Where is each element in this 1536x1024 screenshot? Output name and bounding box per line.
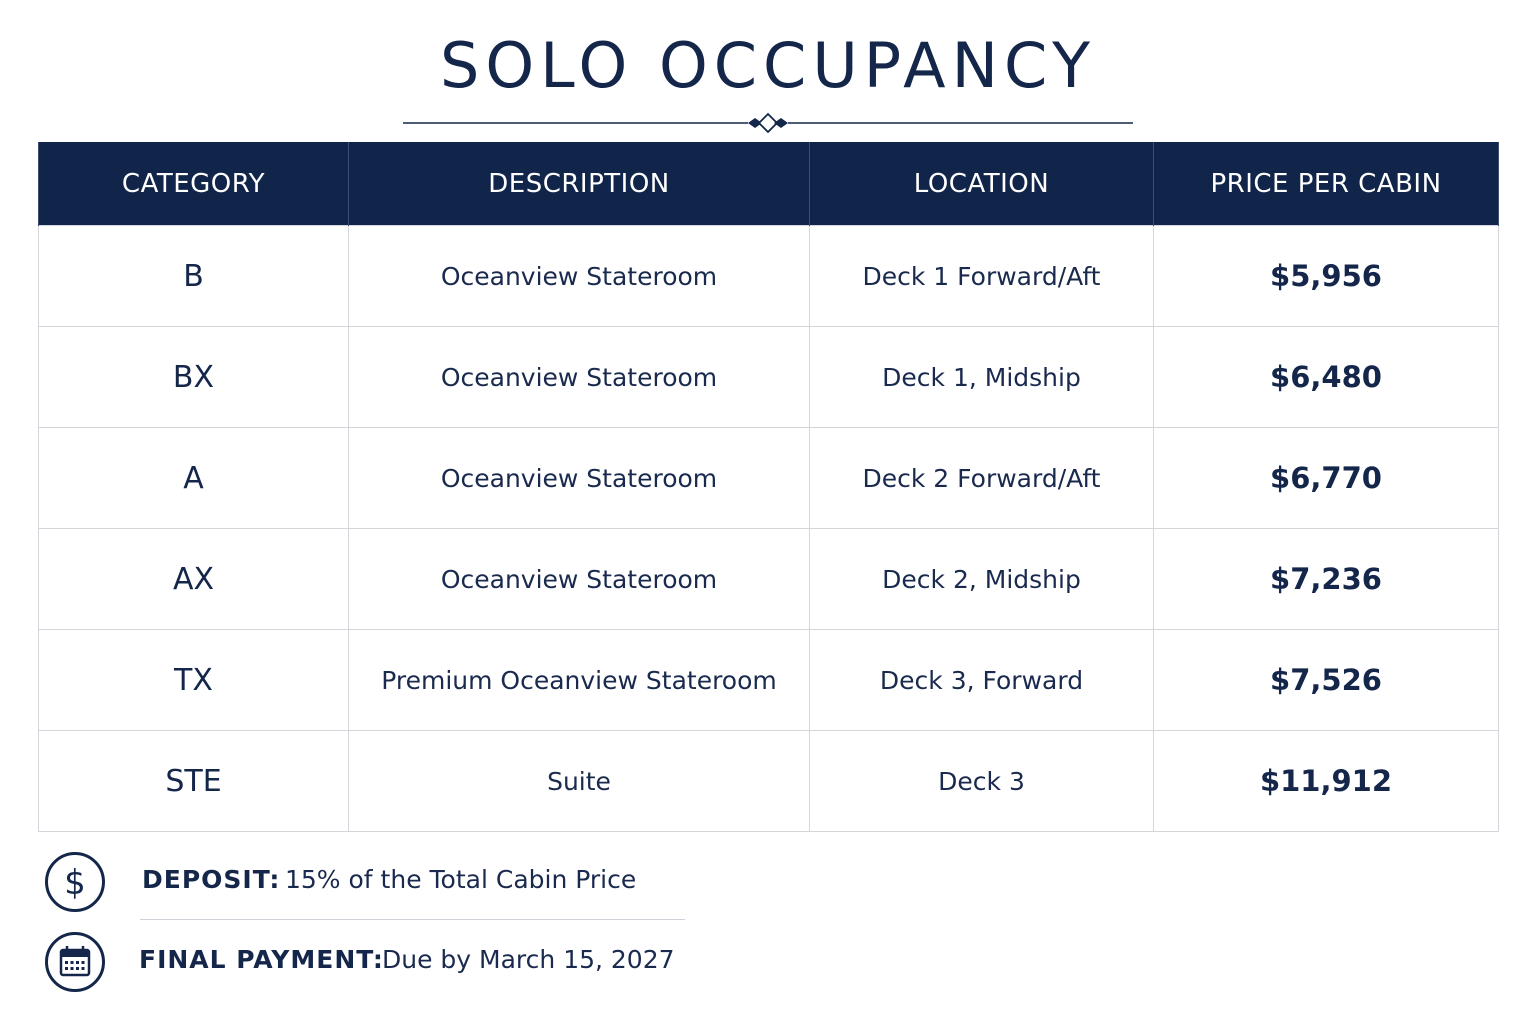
final-payment-info <box>44 931 744 993</box>
info-divider <box>140 919 685 920</box>
table-row <box>39 226 1499 327</box>
deposit-info <box>44 851 744 913</box>
price-cell: $6,480 <box>1154 327 1499 428</box>
table-row <box>39 428 1499 529</box>
header-price: PRICE PER CABIN <box>1154 142 1499 226</box>
table-row <box>39 529 1499 630</box>
svg-text:$: $ <box>64 863 86 903</box>
location-cell: Deck 2 Forward/Aft <box>810 428 1154 529</box>
header-location: LOCATION <box>810 142 1154 226</box>
header-category: CATEGORY <box>39 142 349 226</box>
category-cell: A <box>39 428 349 529</box>
price-cell: $11,912 <box>1154 731 1499 832</box>
header-description: DESCRIPTION <box>349 142 810 226</box>
location-cell: Deck 3 <box>810 731 1154 832</box>
price-cell: $7,236 <box>1154 529 1499 630</box>
description-cell: Oceanview Stateroom <box>349 327 810 428</box>
price-cell: $6,770 <box>1154 428 1499 529</box>
category-cell: AX <box>39 529 349 630</box>
title-ornament <box>403 108 1133 138</box>
category-cell: BX <box>39 327 349 428</box>
table-row <box>39 731 1499 832</box>
table-header-row <box>39 142 1499 226</box>
category-cell: B <box>39 226 349 327</box>
description-cell: Oceanview Stateroom <box>349 428 810 529</box>
calendar-icon <box>44 931 106 993</box>
deposit-label: DEPOSIT: <box>142 865 281 894</box>
page-title: SOLO OCCUPANCY <box>439 29 1097 102</box>
table-row <box>39 630 1499 731</box>
description-cell: Premium Oceanview Stateroom <box>349 630 810 731</box>
price-cell: $5,956 <box>1154 226 1499 327</box>
description-cell: Oceanview Stateroom <box>349 226 810 327</box>
price-cell: $7,526 <box>1154 630 1499 731</box>
pricing-table <box>38 142 1498 826</box>
category-cell: TX <box>39 630 349 731</box>
final-payment-label: FINAL PAYMENT: <box>139 945 384 974</box>
category-cell: STE <box>39 731 349 832</box>
description-cell: Suite <box>349 731 810 832</box>
final-payment-value: Due by March 15, 2027 <box>382 945 675 974</box>
location-cell: Deck 2, Midship <box>810 529 1154 630</box>
location-cell: Deck 1 Forward/Aft <box>810 226 1154 327</box>
deposit-value: 15% of the Total Cabin Price <box>285 865 637 894</box>
dollar-icon <box>44 851 106 913</box>
location-cell: Deck 1, Midship <box>810 327 1154 428</box>
location-cell: Deck 3, Forward <box>810 630 1154 731</box>
table-row <box>39 327 1499 428</box>
description-cell: Oceanview Stateroom <box>349 529 810 630</box>
